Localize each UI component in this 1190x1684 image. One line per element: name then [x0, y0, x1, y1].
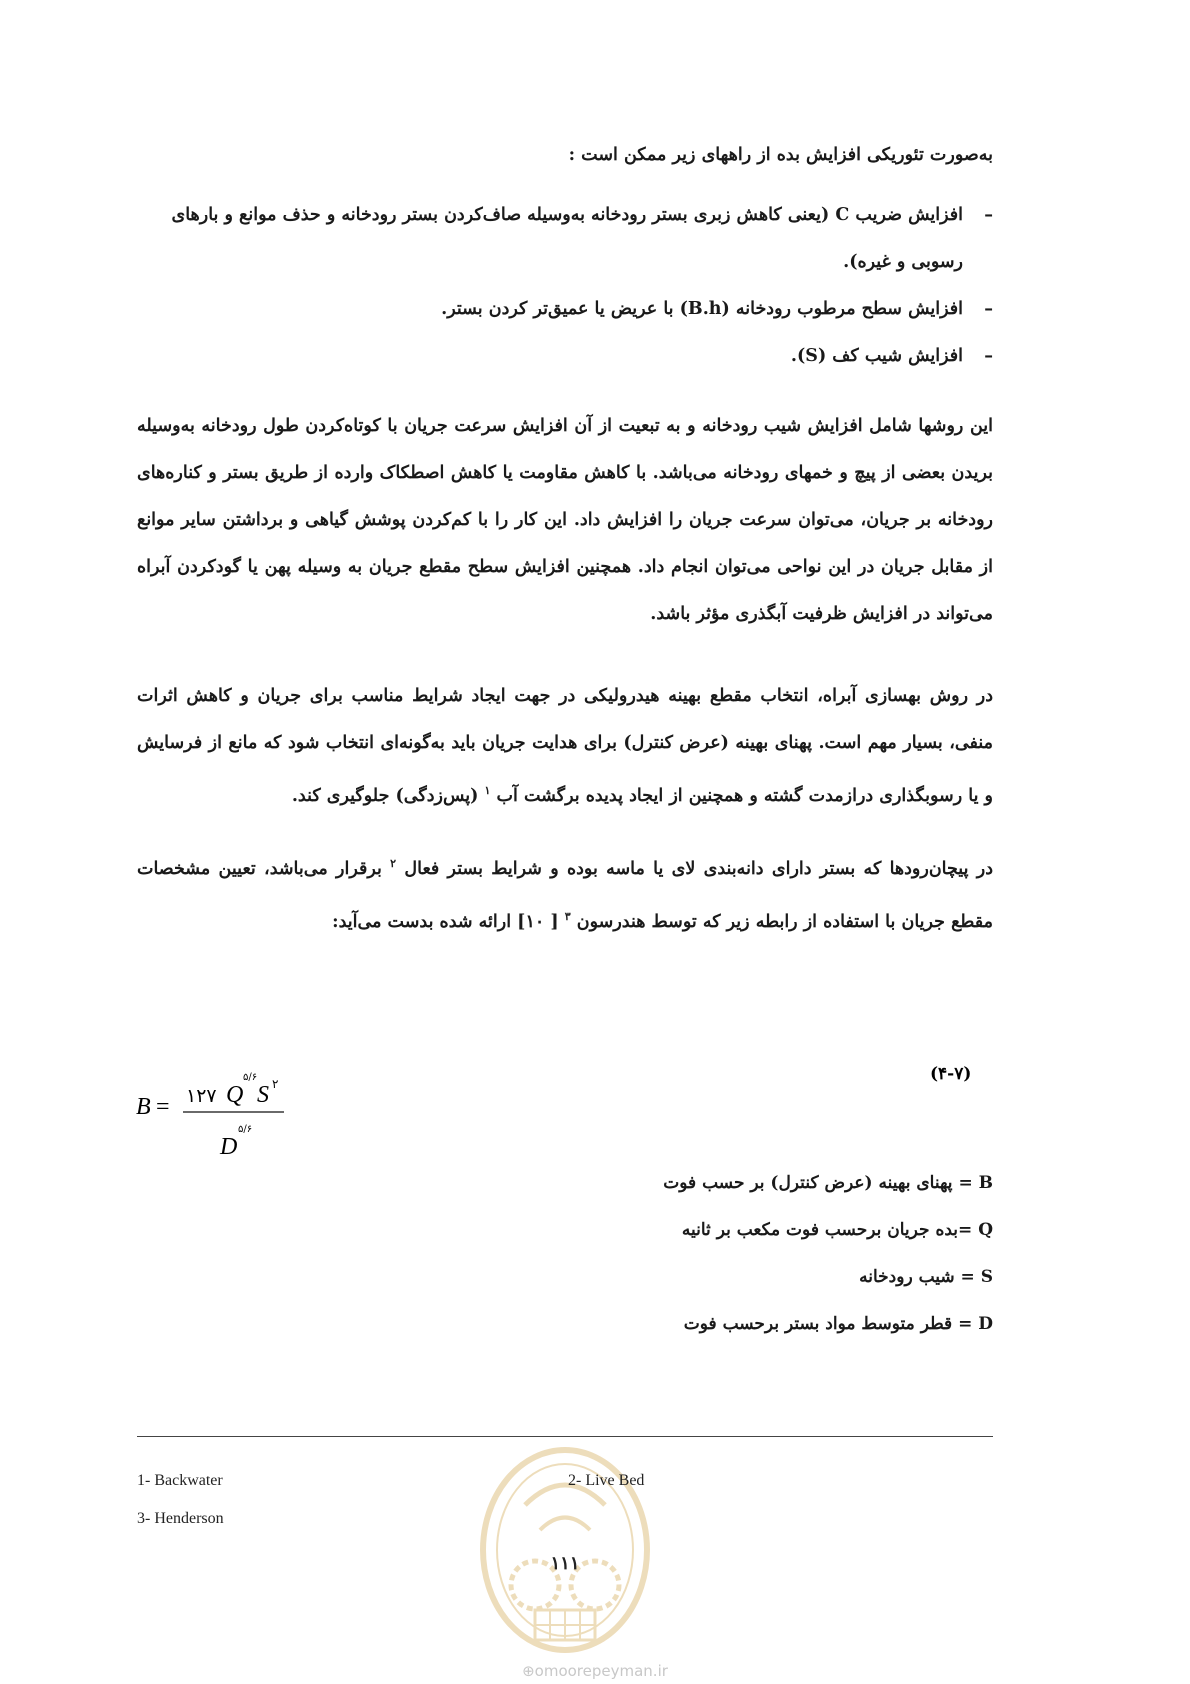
formula-s: S: [257, 1082, 269, 1108]
bullet-dash: –: [984, 299, 993, 319]
intro-line: به‌صورت تئوریکی افزایش بده از راههای زیر ممکن است :: [568, 145, 993, 165]
definitions-list: [500, 1160, 993, 1348]
formula-equals: =: [156, 1094, 170, 1120]
watermark-url-text: omoorepeyman.ir: [534, 1662, 668, 1680]
formula-denominator: D: [220, 1134, 238, 1160]
bullet-dash: –: [984, 205, 993, 225]
footnote-ref-1: ۱: [484, 784, 491, 797]
footnote-3: 3- Henderson: [137, 1510, 224, 1527]
paragraph-2: [137, 673, 993, 820]
formula-lhs: B: [136, 1094, 151, 1120]
formula-q-exponent: ۵/۶: [243, 1072, 258, 1083]
footnote-separator: [137, 1436, 993, 1437]
paragraph-1: [137, 403, 993, 638]
globe-icon: ⊕: [522, 1662, 535, 1680]
equation-number: (۴-۷): [930, 1064, 972, 1084]
footnote-1: 1- Backwater: [137, 1472, 223, 1489]
definition-q: Q =بده جریان برحسب فوت مکعب بر ثانیه: [681, 1220, 993, 1240]
bullet-item-1: [137, 192, 993, 286]
page-number: ۱۱۱: [550, 1553, 580, 1574]
bullet-dash: –: [984, 346, 993, 366]
definition-d: D = قطر متوسط مواد بستر برحسب فوت: [683, 1314, 993, 1334]
bullet-item-2: [137, 286, 993, 333]
paragraph-3-part: در پیچان‌رودها که بستر دارای دانه‌بندی لای یا ماسه بوده و شرایط بستر فعال: [404, 858, 993, 879]
formula-d-exponent: ۵/۶: [238, 1124, 253, 1135]
bullet-list: [137, 192, 993, 380]
henderson-formula: [136, 1058, 296, 1168]
watermark-url: [0, 1662, 1190, 1680]
paragraph-2-part: در روش بهسازی آبراه، انتخاب مقطع بهینه هیدرولیکی در جهت ایجاد شرایط مناسب برای جریان و کاهش اثرات منفی، بسیار مهم است. پهنای بهینه (عرض کنترل) برای هدایت جریان باید به‌گونه‌ای انتخاب شود که مانع از فرسایش و یا رسوبگذاری درازمدت گشته و همچنین از ایجاد پدیده برگشت آب: [137, 686, 993, 806]
paragraph-2-part: (پس‌زدگی) جلوگیری کند.: [291, 785, 479, 806]
definition-b: B = پهنای بهینه (عرض کنترل) بر حسب فوت: [663, 1173, 993, 1193]
paragraph-3-text: [137, 840, 993, 946]
bullet-item-3: [137, 333, 993, 380]
formula-q: Q: [226, 1082, 244, 1108]
footnote-ref-2: ۲: [390, 857, 397, 870]
paragraph-3: [137, 840, 993, 946]
paragraph-3-part: [ ۱۰] ارائه شده بدست می‌آید:: [332, 911, 559, 932]
definition-s: S = شیب رودخانه: [859, 1267, 993, 1287]
formula-coefficient: ۱۲۷: [186, 1085, 217, 1107]
bullet-text: افزایش ضریب C (یعنی کاهش زبری بستر رودخانه به‌وسیله صاف‌کردن بستر رودخانه و حذف موانع و بارهای رسوبی و غیره).: [171, 205, 963, 272]
formula-s-exponent: ۲: [272, 1077, 279, 1091]
bullet-text: افزایش سطح مرطوب رودخانه (B.h) با عریض یا عمیق‌تر کردن بستر.: [441, 299, 963, 319]
paragraph-2-text: [137, 673, 993, 820]
paragraph-3-part: برقرار می‌باشد، تعیین مشخصات مقطع جریان با استفاده از رابطه زیر که توسط هندرسون: [137, 858, 993, 932]
bullet-text: افزایش شیب کف (S).: [790, 346, 963, 366]
paragraph-1-text: این روشها شامل افزایش شیب رودخانه و به تبعیت از آن افزایش سرعت جریان با کوتاه‌کردن طول رودخانه به‌وسیله بریدن بعضی از پیچ و خمهای رودخانه می‌باشد. با کاهش مقاومت یا کاهش اصطکاک وارده از طریق بستر و کناره‌های رودخانه بر جریان، می‌توان سرعت جریان را افزایش داد. این کار را با کم‌کردن پوشش گیاهی و برداشتن سایر موانع از مقابل جریان در این نواحی می‌توان انجام داد. همچنین افزایش سطح مقطع جریان به وسیله پهن یا گودکردن آبراه می‌تواند در افزایش ظرفیت آبگذری مؤثر باشد.: [137, 416, 993, 624]
footnote-2: 2- Live Bed: [568, 1472, 645, 1489]
footnote-ref-3: ۳: [564, 909, 571, 923]
